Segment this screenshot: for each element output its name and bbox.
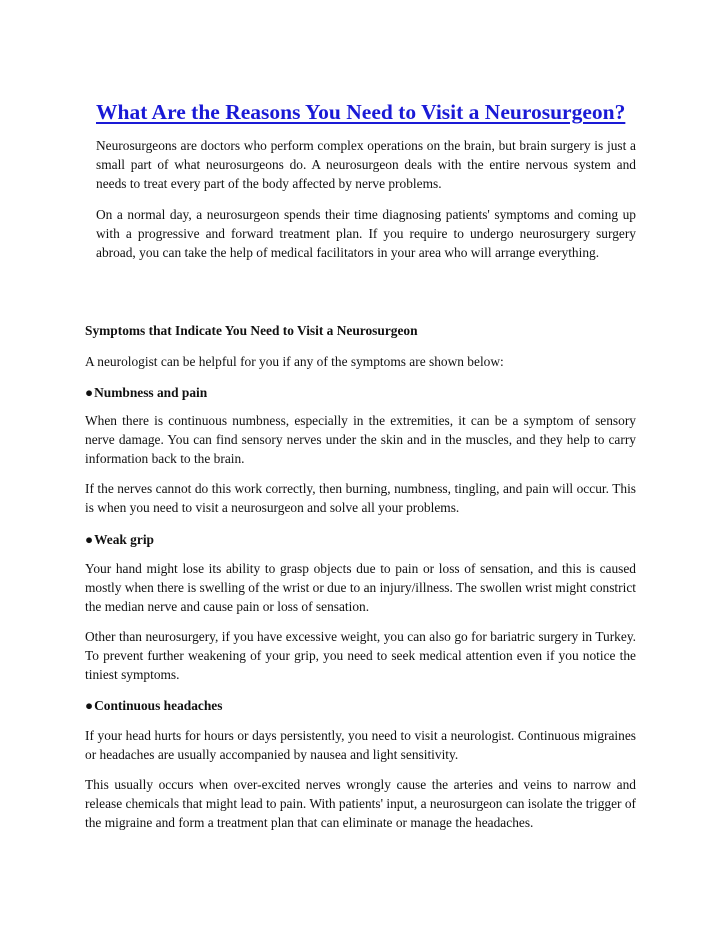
headaches-paragraph-2: This usually occurs when over-excited nerves wrongly cause the arteries and veins to narrow and release chemicals that might lead to pain. With patients' input, a neurosurgeon can isolate the trigger of the migraine and form a treatment plan that can eliminate or manage the headaches. — [85, 777, 636, 830]
bullet-icon: ● — [85, 698, 94, 713]
weak-grip-paragraph-1: Your hand might lose its ability to grasp objects due to pain or loss of sensation, and this is caused mostly when there is swelling of the wrist or due to an injury/illness. The swollen wrist might constrict the median nerve and cause pain or loss of sensation. — [85, 561, 636, 614]
symptoms-intro: A neurologist can be helpful for you if any of the symptoms are shown below: — [85, 354, 504, 369]
section-heading-headaches — [85, 696, 222, 715]
section-heading-label: Numbness and pain — [94, 385, 208, 400]
numbness-paragraph-1: When there is continuous numbness, especially in the extremities, it can be a symptom of sensory nerve damage. You can find sensory nerves under the skin and in the muscles, and they help to carry information back to the brain. — [85, 413, 636, 466]
section-heading-numbness — [85, 383, 207, 402]
bullet-icon: ● — [85, 532, 94, 547]
bullet-icon: ● — [85, 385, 94, 400]
weak-grip-paragraph-2: Other than neurosurgery, if you have excessive weight, you can also go for bariatric surgery in Turkey. To prevent further weakening of your grip, you need to seek medical attention even if you notice the tiniest symptoms. — [85, 629, 636, 682]
symptoms-heading: Symptoms that Indicate You Need to Visit a Neurosurgeon — [85, 323, 418, 338]
section-heading-label: Weak grip — [94, 532, 154, 547]
headaches-paragraph-1: If your head hurts for hours or days persistently, you need to visit a neurologist. Continuous migraines or headaches are usually accompanied by nausea and light sensitivity. — [85, 728, 636, 762]
section-heading-weak-grip — [85, 530, 154, 549]
numbness-paragraph-2: If the nerves cannot do this work correctly, then burning, numbness, tingling, and pain will occur. This is when you need to visit a neurosurgeon and solve all your problems. — [85, 481, 636, 515]
page-title: What Are the Reasons You Need to Visit a Neurosurgeon? — [96, 100, 626, 124]
intro-paragraph-2: On a normal day, a neurosurgeon spends their time diagnosing patients' symptoms and coming up with a progressive and forward treatment plan. If you require to undergo neurosurgery surgery abroad, you can take the help of medical facilitators in your area who will arrange everything. — [96, 207, 636, 260]
intro-paragraph-1: Neurosurgeons are doctors who perform complex operations on the brain, but brain surgery is just a small part of what neurosurgeons do. A neurosurgeon deals with the entire nervous system and needs to treat every part of the body affected by nerve problems. — [96, 138, 636, 191]
section-heading-label: Continuous headaches — [94, 698, 223, 713]
